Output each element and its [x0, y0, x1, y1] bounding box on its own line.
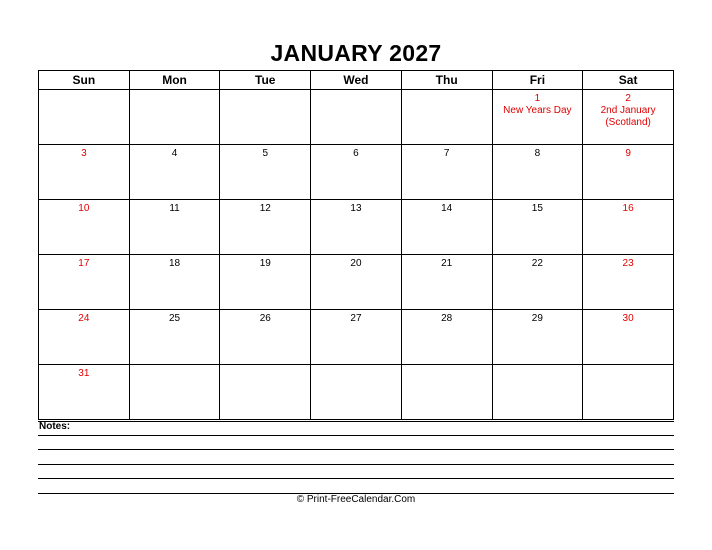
day-number: 19 [259, 258, 271, 269]
calendar-grid [38, 70, 674, 420]
day-cell [311, 90, 402, 145]
day-number: 6 [353, 148, 359, 159]
day-cell [39, 145, 130, 200]
day-cell [583, 255, 674, 310]
weekday-header-sat: Sat [583, 71, 674, 90]
day-cell [492, 200, 583, 255]
day-cell [220, 365, 311, 420]
day-cell [311, 145, 402, 200]
day-cell [583, 200, 674, 255]
day-cell [39, 90, 130, 145]
day-cell [311, 365, 402, 420]
calendar-body [39, 90, 674, 420]
day-number: 30 [622, 313, 634, 324]
day-number: 27 [350, 313, 362, 324]
day-cell [583, 310, 674, 365]
day-cell [129, 200, 220, 255]
day-number: 2 [625, 93, 631, 104]
day-cell [492, 90, 583, 145]
day-number: 1 [534, 93, 541, 104]
day-cell [492, 365, 583, 420]
day-number: 15 [531, 203, 543, 214]
day-number: 9 [625, 148, 631, 159]
day-number: 14 [441, 203, 453, 214]
day-number: 12 [259, 203, 271, 214]
day-number: 28 [441, 313, 453, 324]
holiday-label: (Scotland) [605, 117, 651, 128]
day-cell [492, 145, 583, 200]
day-number: 22 [531, 258, 543, 269]
day-cell [401, 90, 492, 145]
day-cell [220, 145, 311, 200]
day-cell [401, 310, 492, 365]
day-number: 31 [78, 368, 90, 379]
day-cell [401, 145, 492, 200]
day-number: 21 [441, 258, 453, 269]
day-cell [311, 255, 402, 310]
day-number: 4 [171, 148, 178, 159]
day-number: 29 [531, 313, 543, 324]
week-row [39, 200, 674, 255]
day-cell [401, 255, 492, 310]
day-cell [220, 255, 311, 310]
holiday-label: New Years Day [503, 105, 572, 116]
day-number: 10 [78, 203, 90, 214]
notes-line [38, 435, 674, 436]
footer-credit: © Print-FreeCalendar.Com [296, 494, 416, 505]
weekday-header-fri: Fri [492, 71, 583, 90]
day-cell [129, 90, 220, 145]
day-number: 18 [168, 258, 181, 269]
day-number: 17 [78, 258, 90, 269]
day-cell [39, 255, 130, 310]
day-cell [583, 365, 674, 420]
notes-line [38, 464, 674, 465]
week-row [39, 365, 674, 420]
week-row [39, 255, 674, 310]
day-number: 11 [169, 203, 180, 214]
day-cell [39, 365, 130, 420]
notes-line [38, 478, 674, 479]
day-cell [39, 200, 130, 255]
day-cell [220, 310, 311, 365]
day-cell [129, 145, 220, 200]
day-cell [311, 200, 402, 255]
day-cell [129, 365, 220, 420]
week-row [39, 145, 674, 200]
notes-divider [38, 421, 674, 422]
day-number: 20 [350, 258, 362, 269]
calendar-title: JANUARY 2027 [270, 40, 442, 66]
day-number: 16 [622, 203, 634, 214]
day-cell [220, 90, 311, 145]
day-cell [39, 310, 130, 365]
weekday-header-row [39, 71, 674, 90]
day-cell [220, 200, 311, 255]
day-cell [583, 145, 674, 200]
weekday-header-sun: Sun [39, 71, 130, 90]
weekday-header-thu: Thu [401, 71, 492, 90]
day-number: 13 [350, 203, 362, 214]
holiday-label: 2nd January [600, 105, 656, 116]
day-number: 24 [78, 313, 90, 324]
day-cell [401, 200, 492, 255]
day-number: 8 [534, 148, 541, 159]
day-cell [492, 255, 583, 310]
week-row [39, 310, 674, 365]
day-cell [583, 90, 674, 145]
week-row [39, 90, 674, 145]
day-number: 23 [622, 258, 634, 269]
weekday-header-wed: Wed [311, 71, 402, 90]
notes-label: Notes: [39, 421, 71, 432]
day-cell [129, 310, 220, 365]
weekday-header-mon: Mon [129, 71, 220, 90]
day-number: 5 [262, 148, 269, 159]
day-cell [401, 365, 492, 420]
day-number: 3 [81, 148, 87, 159]
day-cell [311, 310, 402, 365]
notes-line [38, 449, 674, 450]
day-cell [492, 310, 583, 365]
day-number: 7 [443, 148, 450, 159]
day-number: 25 [168, 313, 181, 324]
day-cell [129, 255, 220, 310]
day-number: 26 [259, 313, 271, 324]
weekday-header-tue: Tue [220, 71, 311, 90]
